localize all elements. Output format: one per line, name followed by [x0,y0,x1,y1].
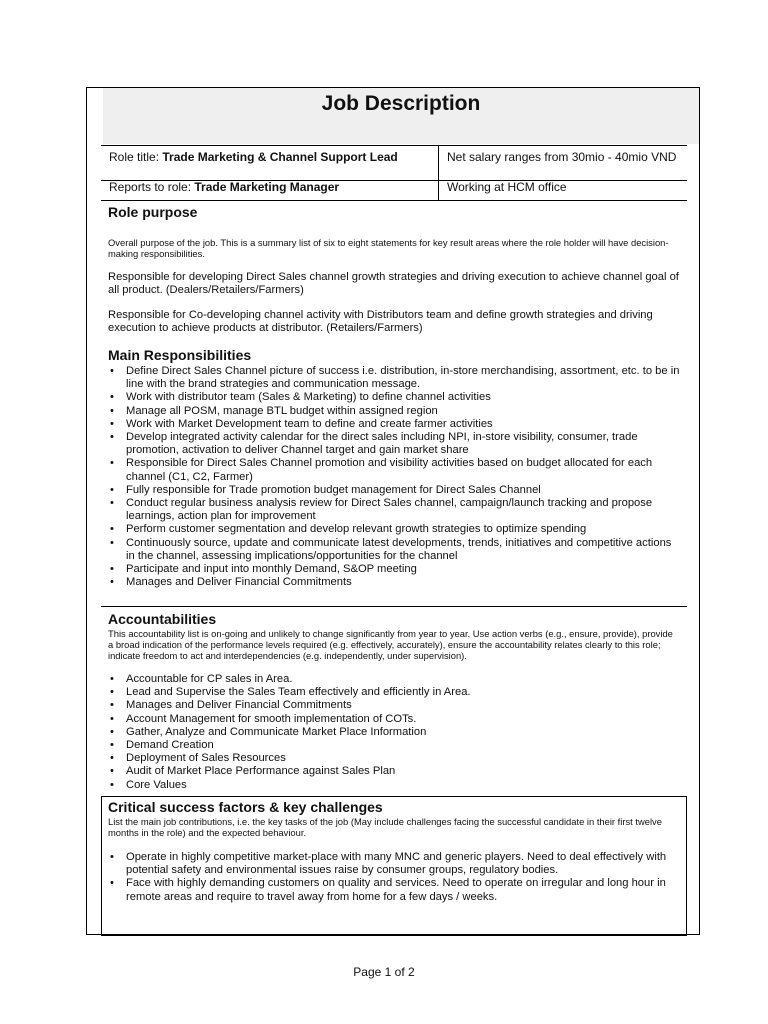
critical-success-box [101,796,687,936]
role-purpose-heading: Role purpose [108,204,198,220]
role-purpose-paragraph-2: Responsible for Co-developing channel activity with Distributors team and define growth strategies and driving execution to achieve products at distributor. (Retailers/Farmers) [108,309,653,334]
role-purpose-intro: Overall purpose of the job. This is a summary list of six to eight statements for key result areas where the role holder will have decision-making responsibilities. [108,237,669,260]
responsibilities-list [108,365,680,589]
reports-to-value: Trade Marketing Manager [194,180,340,194]
list-item: • Participate and input into monthly Demand, S&OP meeting [108,563,680,576]
job-description-page [86,87,700,935]
reports-to-row [101,179,687,201]
list-item: • Manage all POSM, manage BTL budget within assigned region [108,405,680,418]
list-item: • Conduct regular business analysis review for Direct Sales channel, campaign/launch tracking and propose learnings, action plan for improvement [108,497,680,523]
main-responsibilities-heading: Main Responsibilities [108,347,252,363]
role-title-value: Trade Marketing & Channel Support Lead [162,150,398,164]
list-item: • Face with highly demanding customers on quality and services. Need to operate on irregular and long hour in remote areas and require to travel away from home for a few days / weeks. [108,877,680,903]
list-item: • Perform customer segmentation and develop relevant growth strategies to optimize spending [108,523,680,536]
critical-success-list [108,851,680,904]
list-item: • Core Values [108,779,680,792]
list-item: • Operate in highly competitive market-place with many MNC and generic players. Need to deal effectively with potential safety and environmental issues raise by consumer groups, regulatory bodies. [108,851,680,877]
section-divider [101,606,687,607]
document-title: Job Description [321,92,481,115]
location-cell: Working at HCM office [447,180,567,194]
role-purpose-paragraph-1: Responsible for developing Direct Sales channel growth strategies and driving execution to achieve channel goal of all product. (Dealers/Retailers/Farmers) [108,271,679,296]
reports-to-label: Reports to role: [109,180,192,194]
list-item: • Manages and Deliver Financial Commitments [108,576,680,589]
critical-success-intro: List the main job contributions, i.e. the key tasks of the job (May include challenges facing the successful candidate in their first twelve months in the role) and the expected behaviour. [108,816,662,839]
reports-to-cell [101,179,439,200]
list-item: • Audit of Market Place Performance against Sales Plan [108,765,680,778]
list-item: • Continuously source, update and communicate latest developments, trends, initiatives and competitive actions in the channel, assessing implications/opportunities for the channel [108,537,680,563]
accountabilities-intro: This accountability list is on-going and unlikely to change significantly from year to year. Use action verbs (e.g., ensure, provide), provide a broad indication of the performance levels required (e.g. effectively, accurately), ensure the accountability relates clearly to this role; indicate freedom to act and interdependencies (e.g. independently, under supervision). [108,628,673,662]
role-title-label: Role title: [109,150,160,164]
list-item: • Gather, Analyze and Communicate Market Place Information [108,726,680,739]
list-item: • Responsible for Direct Sales Channel promotion and visibility activities based on budget allocated for each channel (C1, C2, Farmer) [108,457,680,483]
list-item: • Demand Creation [108,739,680,752]
role-title-cell [101,146,439,180]
list-item: • Accountable for CP sales in Area. [108,673,680,686]
list-item: • Account Management for smooth implementation of COTs. [108,713,680,726]
list-item: • Deployment of Sales Resources [108,752,680,765]
salary-cell: Net salary ranges from 30mio - 40mio VND [447,150,677,164]
accountabilities-heading: Accountabilities [108,611,217,627]
list-item: • Define Direct Sales Channel picture of success i.e. distribution, in-store merchandising, assortment, etc. to be in line with the brand strategies and communication message. [108,365,680,391]
role-title-row [101,145,687,181]
page-number: Page 1 of 2 [353,965,415,979]
title-band [103,88,699,144]
list-item: • Work with distributor team (Sales & Marketing) to define channel activities [108,391,680,404]
list-item: • Fully responsible for Trade promotion budget management for Direct Sales Channel [108,484,680,497]
list-item: • Develop integrated activity calendar for the direct sales including NPI, in-store visibility, consumer, trade promotion, activation to deliver Channel target and gain market share [108,431,680,457]
list-item: • Work with Market Development team to define and create farmer activities [108,418,680,431]
critical-success-heading: Critical success factors & key challenges [108,799,383,815]
list-item: • Manages and Deliver Financial Commitments [108,699,680,712]
accountabilities-list [108,673,680,792]
list-item: • Lead and Supervise the Sales Team effectively and efficiently in Area. [108,686,680,699]
